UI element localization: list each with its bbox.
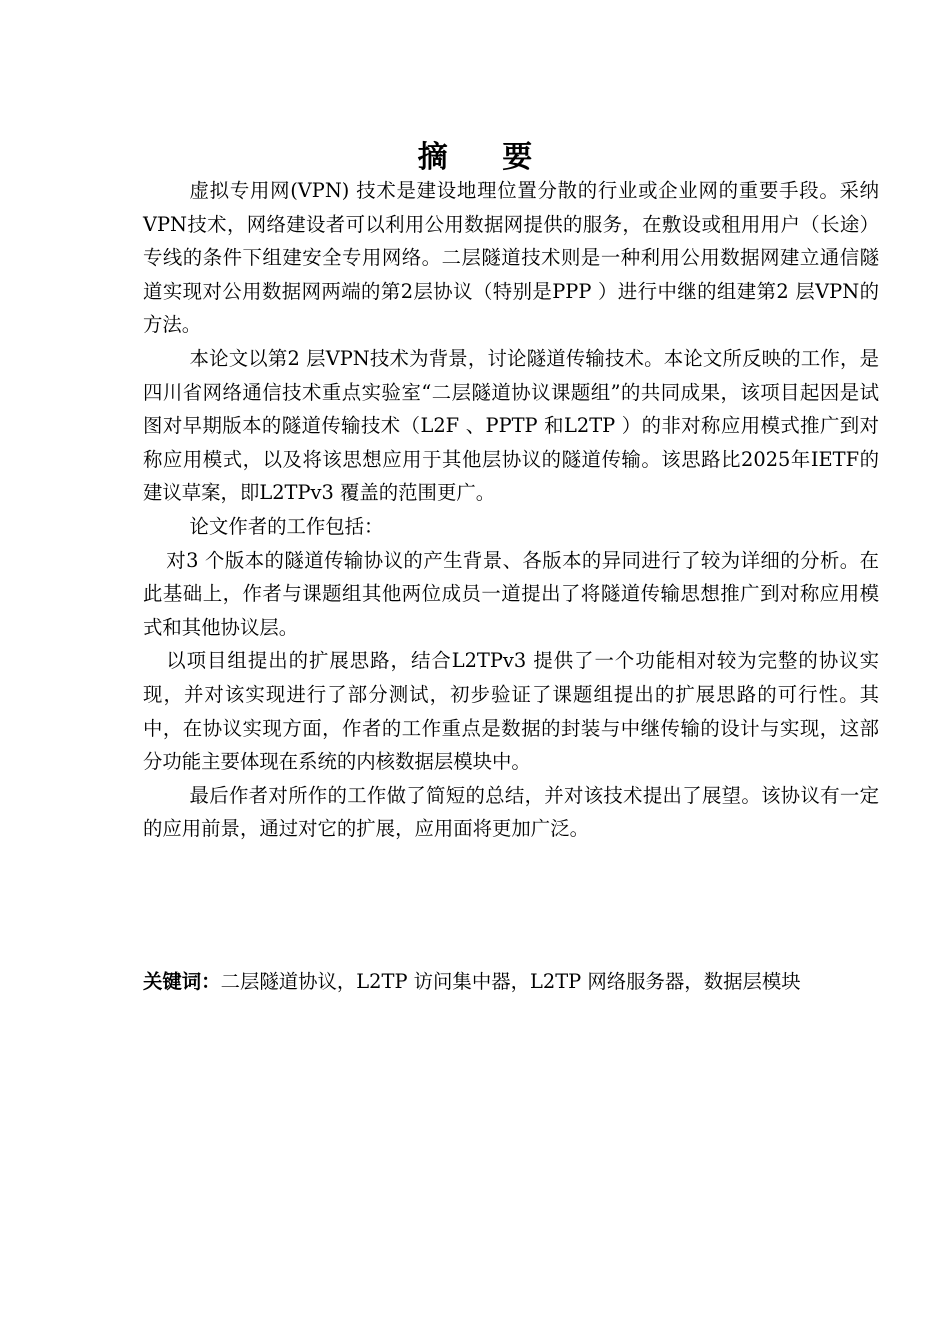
paragraph-1: 虚拟专用网(VPN) 技术是建设地理位置分散的行业或企业网的重要手段。采纳VPN技术，网络建设者可以利用公用数据网提供的服务，在敷设或租用用户（长途）专线的条件下组建安全专用网络。二层隧道技术则是一种利用公用数据网建立通信隧道实现对公用数据网两端的第2层协议（特别是PPP ）进行中继的组建第2 层VPN的方法。 bbox=[143, 179, 879, 337]
keywords-text: 二层隧道协议，L2TP 访问集中器，L2TP 网络服务器，数据层模块 bbox=[220, 970, 801, 993]
keywords-label: 关键词： bbox=[143, 970, 221, 993]
paragraph-2: 本论文以第2 层VPN技术为背景，讨论隧道传输技术。本论文所反映的工作，是四川省网络通信技术重点实验室“二层隧道协议课题组”的共同成果，该项目起因是试图对早期版本的隧道传输技术（L2F 、PPTP 和L2TP ）的非对称应用模式推广到对称应用模式，以及将该思想应用于其他层协议的隧道传输。该思路比2025年IETF的建议草案，即L2TPv3 覆盖的范围更广。 bbox=[143, 346, 879, 505]
paragraph-5: 以项目组提出的扩展思路，结合L2TPv3 提供了一个功能相对较为完整的协议实现，并对该实现进行了部分测试，初步验证了课题组提出的扩展思路的可行性。其中，在协议实现方面，作者的工作重点是数据的封装与中继传输的设计与实现，这部分功能主要体现在系统的内核数据层模块中。 bbox=[143, 649, 879, 774]
abstract-body bbox=[143, 174, 879, 846]
paragraph-4: 对3 个版本的隧道传输协议的产生背景、各版本的异同进行了较为详细的分析。在此基础上，作者与课题组其他两位成员一道提出了将隧道传输思想推广到对称应用模式和其他协议层。 bbox=[143, 548, 879, 639]
abstract-title: 摘 要 bbox=[417, 140, 555, 175]
paragraph-6: 最后作者对所作的工作做了简短的总结，并对该技术提出了展望。该协议有一定的应用前景，通过对它的扩展，应用面将更加广泛。 bbox=[143, 783, 879, 841]
paragraph-3: 论文作者的工作包括： bbox=[189, 514, 384, 538]
keywords-line bbox=[143, 965, 879, 999]
